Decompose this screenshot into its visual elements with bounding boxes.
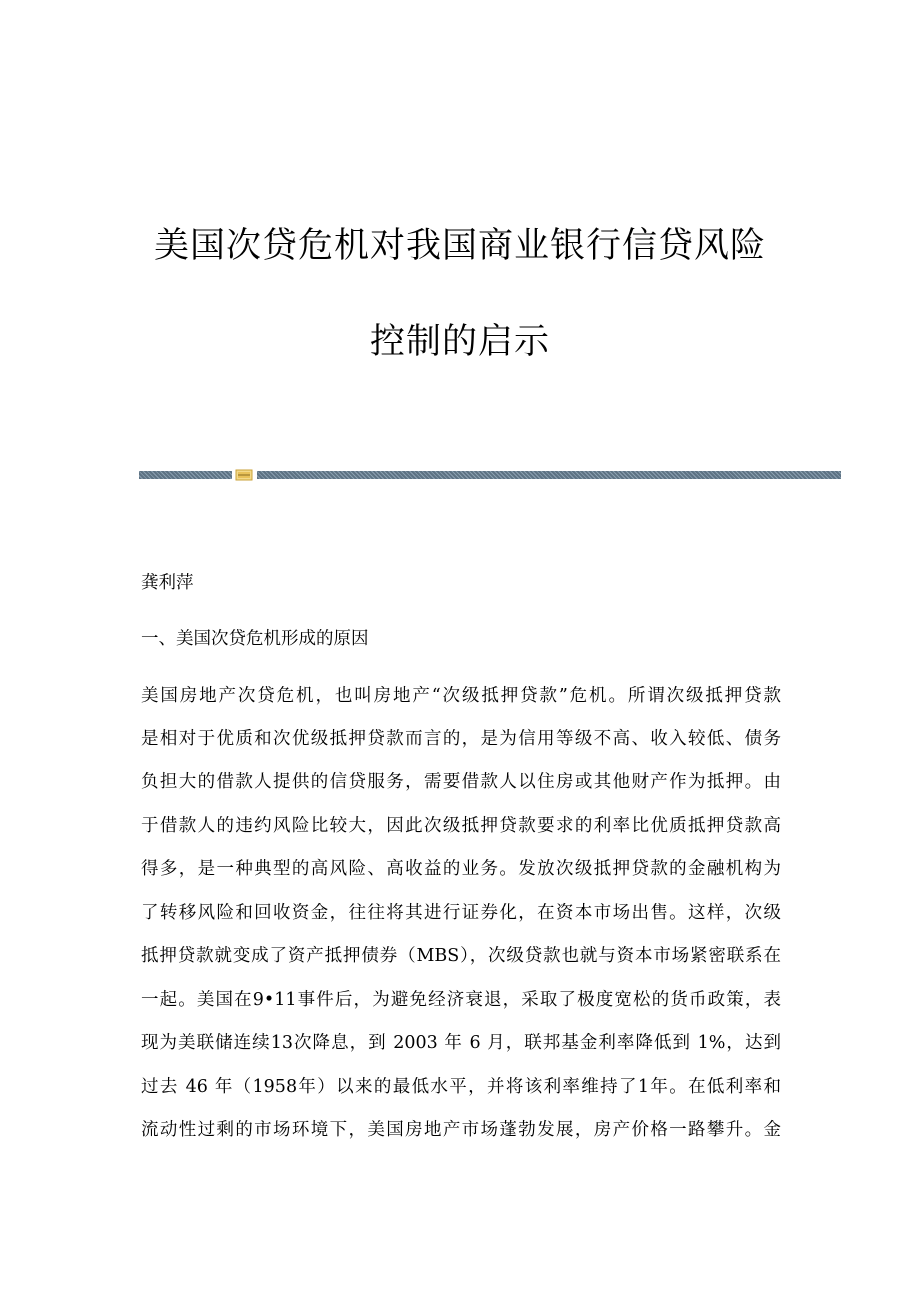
paragraph-line: 一起。美国在9•11事件后，为避免经济衰退，采取了极度宽松的货币政策，表 <box>141 990 781 1010</box>
divider-bar-right <box>257 471 841 479</box>
paragraph-line: 美国房地产次贷危机，也叫房地产“次级抵押贷款”危机。所谓次级抵押贷款 <box>141 686 781 706</box>
paragraph-line: 负担大的借款人提供的信贷服务，需要借款人以住房或其他财产作为抵押。由 <box>141 772 781 792</box>
document-title-line-1: 美国次贷危机对我国商业银行信贷风险 <box>153 226 766 266</box>
paragraph-line: 过去 46 年（1958年）以来的最低水平，并将该利率维持了1年。在低利率和 <box>141 1077 781 1097</box>
paragraph-line: 是相对于优质和次优级抵押贷款而言的，是为信用等级不高、收入较低、债务 <box>141 729 781 749</box>
paragraph-line: 流动性过剩的市场环境下，美国房地产市场蓬勃发展，房产价格一路攀升。金 <box>141 1120 781 1140</box>
paragraph-line: 于借款人的违约风险比较大，因此次级抵押贷款要求的利率比优质抵押贷款高 <box>141 816 781 836</box>
divider-ornament-icon <box>235 469 253 481</box>
divider-bar-left <box>139 471 232 479</box>
title-divider <box>139 469 841 482</box>
section-heading: 一、美国次贷危机形成的原因 <box>141 629 369 649</box>
paragraph-line: 抵押贷款就变成了资产抵押债券（MBS），次级贷款也就与资本市场紧密联系在 <box>141 946 781 966</box>
document-title-line-2: 控制的启示 <box>369 322 550 362</box>
author-name: 龚利萍 <box>141 573 194 593</box>
paragraph-line: 现为美联储连续13次降息，到 2003 年 6 月，联邦基金利率降低到 1%，达到 <box>141 1033 781 1053</box>
paragraph-line: 了转移风险和回收资金，往往将其进行证券化，在资本市场出售。这样，次级 <box>141 903 781 923</box>
paragraph-line: 得多，是一种典型的高风险、高收益的业务。发放次级抵押贷款的金融机构为 <box>141 859 781 879</box>
